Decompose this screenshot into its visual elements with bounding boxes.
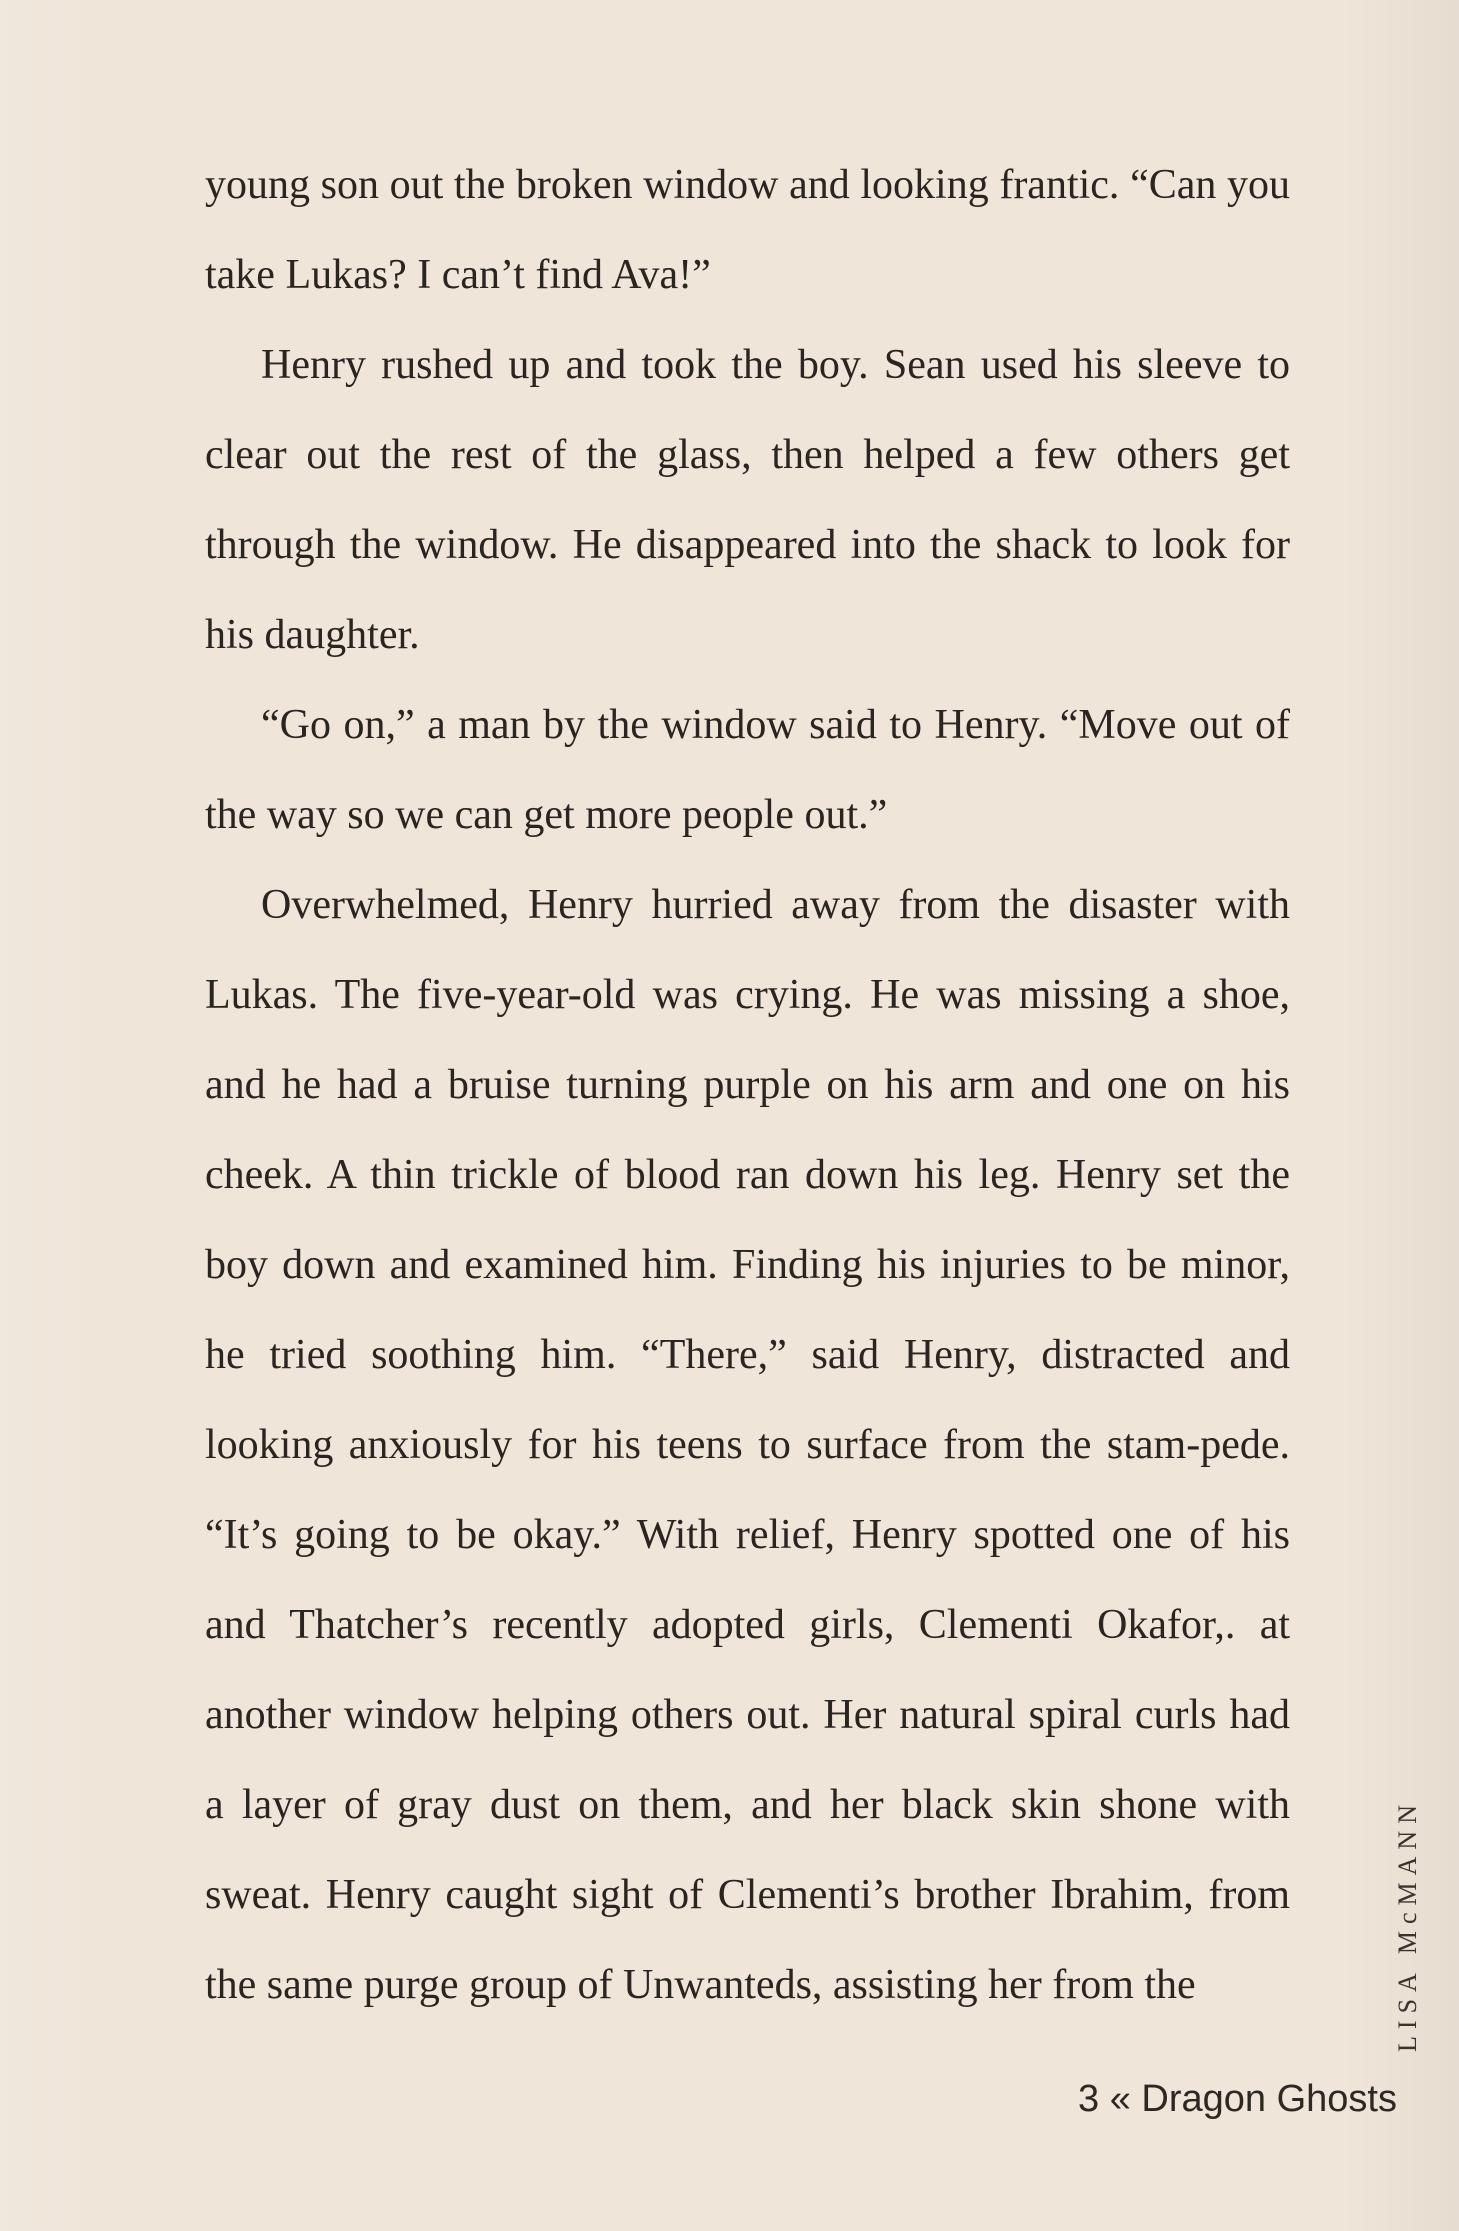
- paragraph-continuation: young son out the broken window and looking frantic. “Can you take Lukas? I can’t find Ava!”: [205, 162, 1290, 298]
- author-name: LISA McMANN: [1393, 1798, 1423, 2052]
- paragraph: “Go on,” a man by the window said to Henry. “Move out of the way so we can get more people out.”: [205, 702, 1290, 838]
- paragraph: Henry rushed up and took the boy. Sean used his sleeve to clear out the rest of the glass, then helped a few others get through the window. He disappeared into the shack to look for his daughter.: [205, 342, 1290, 658]
- body-text: [205, 140, 1290, 2030]
- running-head: [1380, 1770, 1436, 2080]
- page-folio: 3 « Dragon Ghosts: [1078, 2078, 1397, 2120]
- paragraph: Overwhelmed, Henry hurried away from the disaster with Lukas. The five-year-old was crying. He was missing a shoe, and he had a bruise turning purple on his arm and one on his cheek. A thin trickle of blood ran down his leg. Henry set the boy down and examined him. Finding his injuries to be minor, he tried soothing him. “There,” said Henry, distracted and looking anxiously for his teens to surface from the stam-pede. “It’s going to be okay.” With relief, Henry spotted one of his and Thatcher’s recently adopted girls, Clementi Okafor,. at another window helping others out. Her natural spiral curls had a layer of gray dust on them, and her black skin shone with sweat. Henry caught sight of Clementi’s brother Ibrahim, from the same purge group of Unwanteds, assisting her from the: [205, 882, 1290, 2008]
